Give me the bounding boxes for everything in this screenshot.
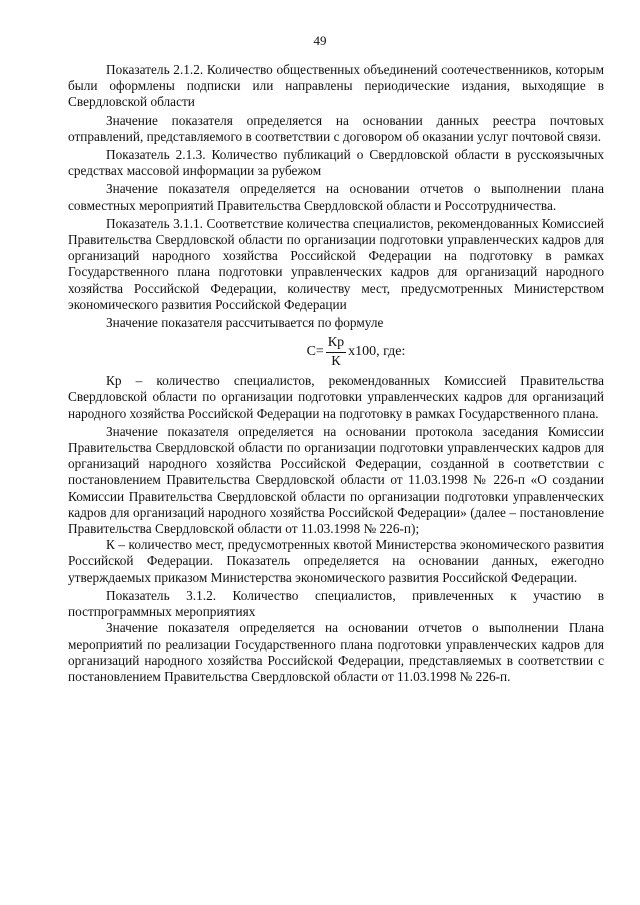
formula-variable-kr: Кр – количество специалистов, рекомендованных Комиссией Правительства Свердловской области по организации подготовки управленческих кадров для организаций народного хозяйства Российской Федерации на подготовку в рамках Государственного плана. (68, 373, 604, 421)
formula-rhs: x100, где: (348, 344, 406, 360)
indicator-3-1-1-source: Значение показателя определяется на основании протокола заседания Комиссии Правительства Свердловской области по организации подготовки управленческих кадров для организаций народного хозяйства Российской Федерации, созданной в соответствии с постановлением Правительства Свердловской области от 11.03.1998 № 226-п «О создании Комиссии Правительства Свердловской области по организации подготовки управленческих кадров для организаций народного хозяйства Российской Федерации» (далее – постановление Правительства Свердловской области от 11.03.1998 № 226-п); (68, 423, 604, 537)
indicator-2-1-2-title: Показатель 2.1.2. Количество общественных объединений соотечественников, которым были оформлены подписки или направлены периодические издания, выходящие в Свердловской области (68, 62, 604, 110)
indicator-2-1-2-description: Значение показателя определяется на основании данных реестра почтовых отправлений, представляемого в соответствии с договором об оказании услуг почтовой связи. (68, 112, 604, 144)
indicator-3-1-2-title: Показатель 3.1.2. Количество специалистов, привлеченных к участию в постпрограммных мероприятиях (68, 587, 604, 620)
page-number: 49 (313, 33, 327, 48)
indicator-2-1-3-title: Показатель 2.1.3. Количество публикаций о Свердловской области в русскоязычных средствах массовой информации за рубежом (68, 147, 604, 179)
document-body (68, 62, 604, 685)
formula (108, 331, 604, 373)
formula-variable-k: К – количество мест, предусмотренных квотой Министерства экономического развития Российской Федерации. Показатель определяется на основании данных, ежегодно утверждаемых приказом Министерства экономического развития Российской Федерации. (68, 537, 604, 585)
formula-lhs: С= (306, 344, 324, 360)
formula-intro: Значение показателя рассчитывается по формуле (106, 315, 384, 331)
indicator-3-1-1-title: Показатель 3.1.1. Соответствие количества специалистов, рекомендованных Комиссией Правительства Свердловской области по организации подготовки управленческих кадров для организаций народного хозяйства Российской Федерации на подготовку в рамках Государственного плана подготовки управленческих кадров для организаций народного хозяйства Российской Федерации, количеству мест, предусмотренных Министерством экономического развития Российской Федерации (68, 215, 604, 312)
formula-fraction (326, 335, 346, 370)
indicator-3-1-2-description: Значение показателя определяется на основании отчетов о выполнении Плана мероприятий по реализации Государственного плана подготовки управленческих кадров для организаций народного хозяйства Российской Федерации, представляемых в соответствии с постановлением Правительства Свердловской области от 11.03.1998 № 226-п. (68, 620, 604, 684)
formula-denominator: К (331, 353, 341, 369)
indicator-2-1-3-description: Значение показателя определяется на основании отчетов о выполнении плана совместных мероприятий Правительства Свердловской области и Россотрудничества. (68, 181, 604, 213)
formula-numerator: Кр (326, 335, 346, 353)
